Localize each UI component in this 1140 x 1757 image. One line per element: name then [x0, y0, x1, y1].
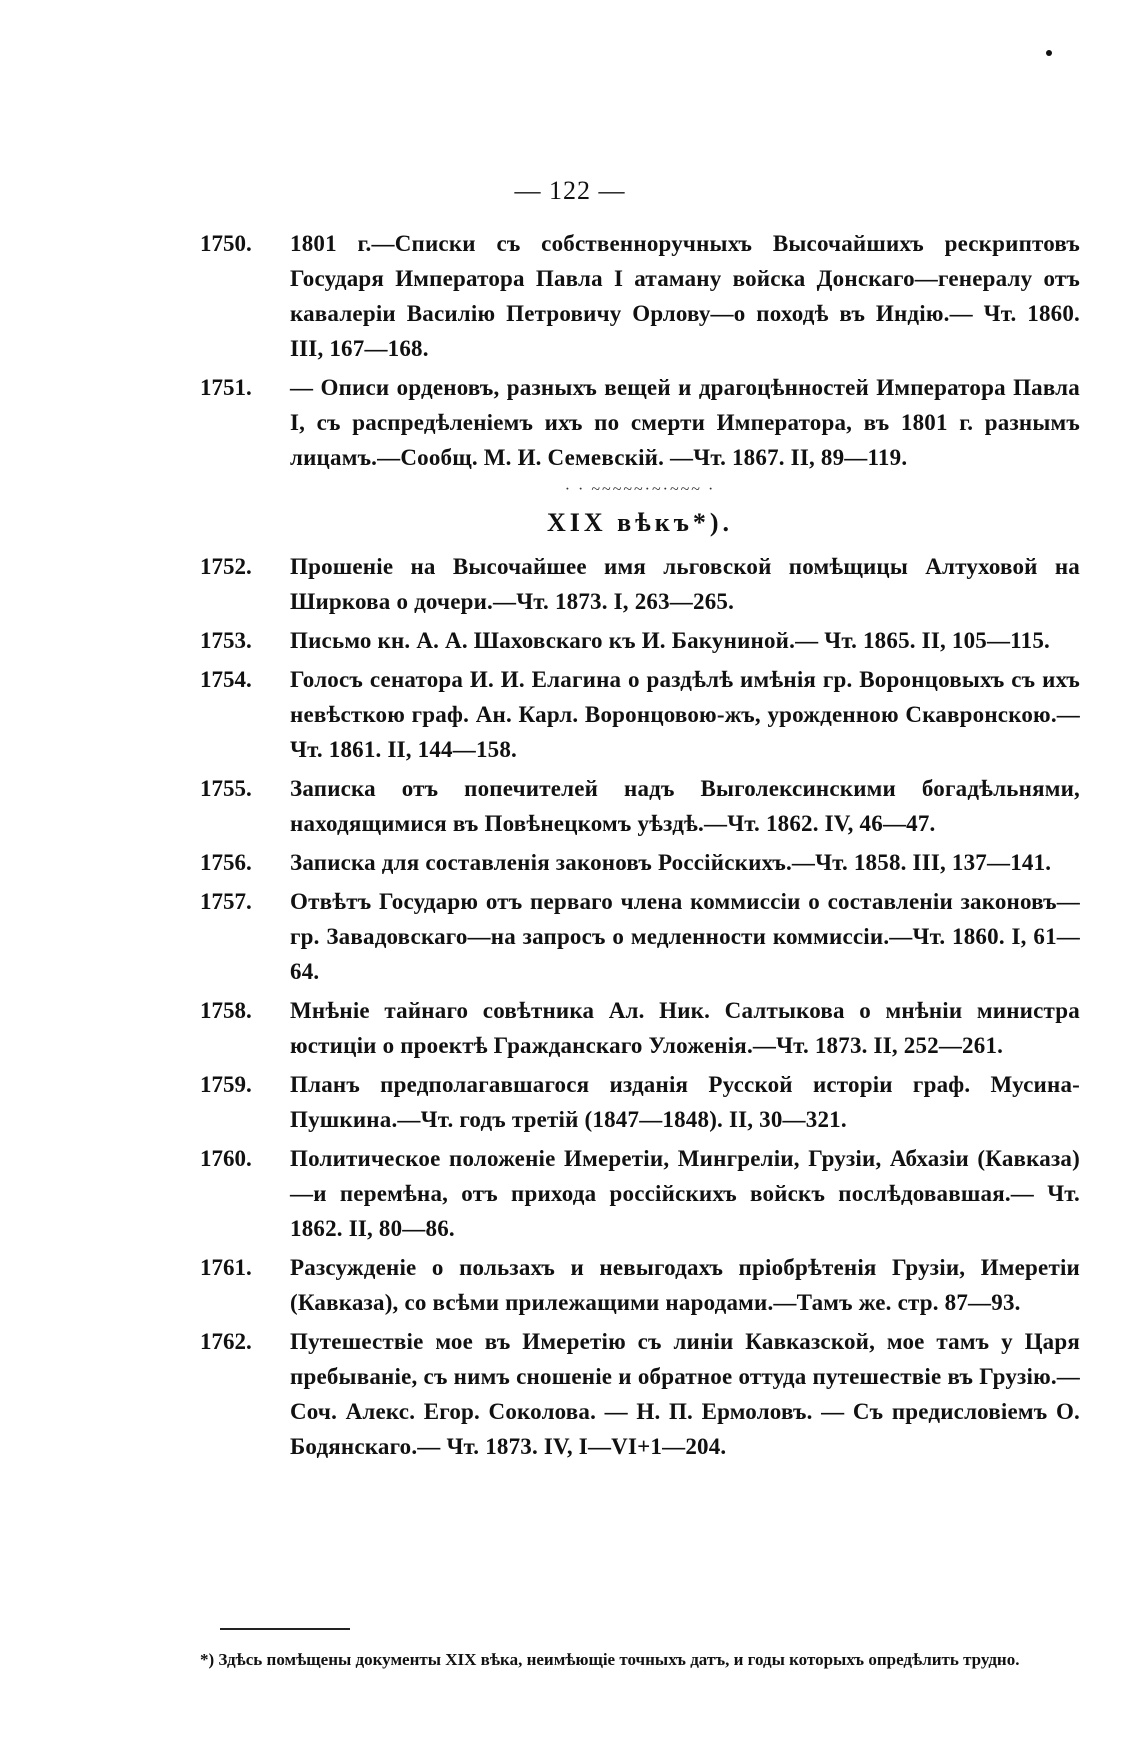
entry-text: Отвѣтъ Государю отъ перваго члена коммиссіи о составленіи законовъ—гр. Завадовскаго—на запросъ о медленности коммиссіи.—Чт. 1860. I, 61—64. [290, 889, 1080, 984]
entry-number: 1755. [200, 776, 252, 801]
entry-text: Письмо кн. А. А. Шаховскаго къ И. Бакуниной.— Чт. 1865. II, 105—115. [290, 628, 1050, 653]
entry-text: Политическое положеніе Имеретіи, Мингреліи, Грузіи, Абхазіи (Кавказа)—и перемѣна, отъ прихода россійскихъ войскъ послѣдовавшая.— Чт. 1862. II, 80—86. [290, 1146, 1080, 1241]
entry-number: 1759. [200, 1072, 252, 1097]
list-item [200, 623, 1080, 658]
list-item [200, 1250, 1080, 1320]
list-item [200, 884, 1080, 989]
list-item [200, 771, 1080, 841]
list-item [200, 662, 1080, 767]
entry-text: Записка для составленія законовъ Россійскихъ.—Чт. 1858. III, 137—141. [290, 850, 1052, 875]
ornament-divider: · · ~~~~~·~·~~~ · [564, 481, 716, 498]
entry-number: 1757. [200, 889, 252, 914]
entry-number: 1750. [200, 231, 252, 256]
entry-text: Мнѣніе тайнаго совѣтника Ал. Ник. Салтыкова о мнѣніи министра юстиціи о проектѣ Гражданскаго Уложенія.—Чт. 1873. II, 252—261. [290, 998, 1080, 1058]
entry-number: 1753. [200, 628, 252, 653]
entry-number: 1754. [200, 667, 252, 692]
section-title: XIX вѣкъ*). [546, 508, 734, 537]
list-item [200, 549, 1080, 619]
entry-text: Планъ предполагавшагося изданія Русской исторіи граф. Мусина-Пушкина.—Чт. годъ третій (1847—1848). II, 30—321. [290, 1072, 1080, 1132]
entry-number: 1761. [200, 1255, 252, 1280]
entry-number: 1752. [200, 554, 252, 579]
entry-number: 1756. [200, 850, 252, 875]
entry-text: 1801 г.—Списки съ собственноручныхъ Высочайшихъ рескриптовъ Государя Императора Павла I атаману войска Донскаго—генералу отъ кавалеріи Василію Петровичу Орлову—о походѣ въ Индію.— Чт. 1860. III, 167—168. [290, 231, 1080, 361]
entry-number: 1751. [200, 375, 252, 400]
list-item [200, 1067, 1080, 1137]
list-item [200, 1141, 1080, 1246]
page-number: — 122 — [514, 176, 626, 205]
ink-dot [1046, 50, 1052, 56]
entry-text: Записка отъ попечителей надъ Выголексинскими богадѣльнями, находящимися въ Повѣнецкомъ уѣздѣ.—Чт. 1862. IV, 46—47. [290, 776, 1080, 836]
list-item [200, 226, 1080, 366]
entry-text: Путешествіе мое въ Имеретію съ линіи Кавказской, мое тамъ у Царя пребываніе, съ нимъ сношеніе и обратное оттуда путешествіе въ Грузію.—Соч. Алекс. Егор. Соколова. — Н. П. Ермоловъ. — Съ предисловіемъ О. Бодянскаго.— Чт. 1873. IV, I—VI+1—204. [290, 1329, 1080, 1459]
list-item [200, 993, 1080, 1063]
entry-text: Прошеніе на Высочайшее имя льговской помѣщицы Алтуховой на Ширкова о дочери.—Чт. 1873. I, 263—265. [290, 554, 1080, 614]
entry-text: Разсужденіе о пользахъ и невыгодахъ пріобрѣтенія Грузіи, Имеретіи (Кавказа), со всѣми прилежащими народами.—Тамъ же. стр. 87—93. [290, 1255, 1080, 1315]
entry-number: 1762. [200, 1329, 252, 1354]
entry-number: 1758. [200, 998, 252, 1023]
footnote-divider [220, 1628, 350, 1630]
entry-number: 1760. [200, 1146, 252, 1171]
page-body [200, 226, 1080, 1468]
list-item [200, 370, 1080, 475]
list-item [200, 1324, 1080, 1464]
footnote: *) Здѣсь помѣщены документы XIX вѣка, неимѣющіе точныхъ датъ, и годы которыхъ опредѣлить трудно. [200, 1650, 1020, 1669]
list-item [200, 845, 1080, 880]
entry-text: — Описи орденовъ, разныхъ вещей и драгоцѣнностей Императора Павла I, съ распредѣленіемъ ихъ по смерти Императора, въ 1801 г. разнымъ лицамъ.—Сообщ. М. И. Семевскій. —Чт. 1867. II, 89—119. [290, 375, 1080, 470]
entry-text: Голосъ сенатора И. И. Елагина о раздѣлѣ имѣнія гр. Воронцовыхъ съ ихъ невѣсткою граф. Ан. Карл. Воронцовою-жъ, урожденною Скавронскою.—Чт. 1861. II, 144—158. [290, 667, 1080, 762]
